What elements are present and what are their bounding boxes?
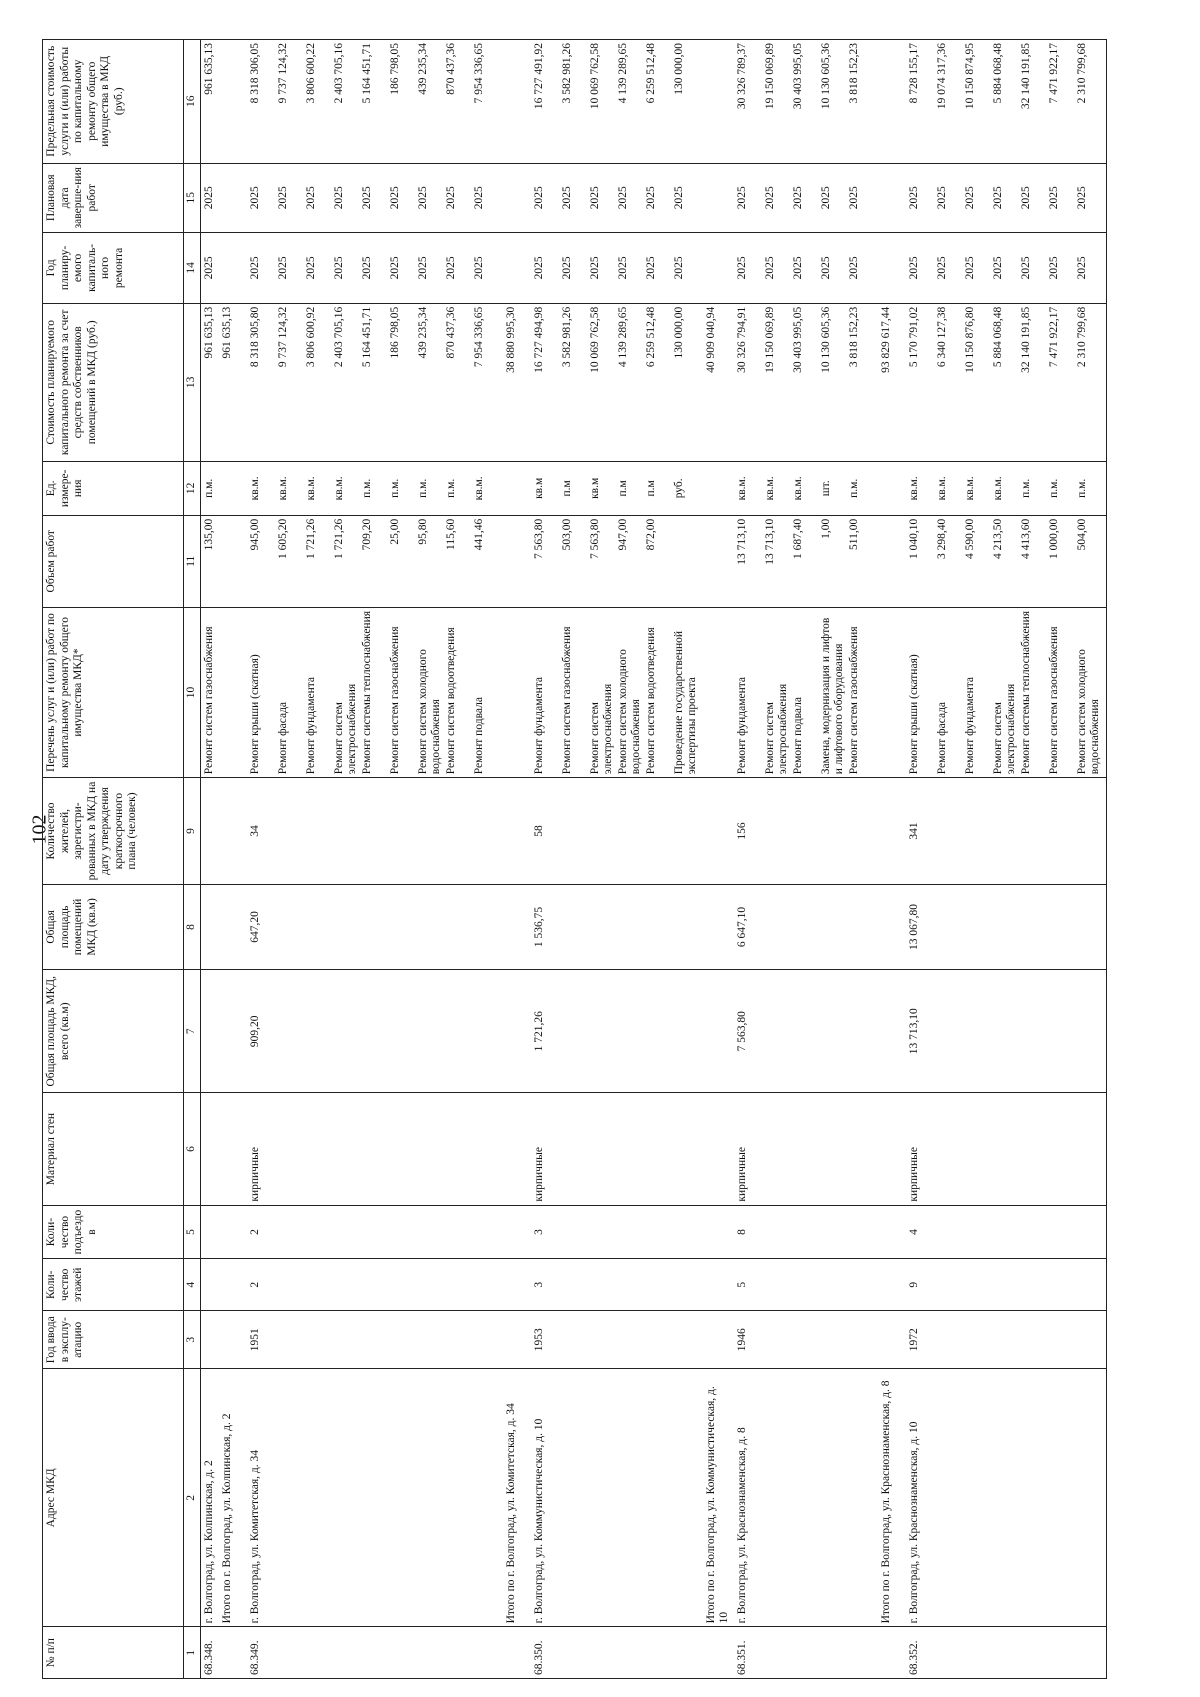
header-cell: Перечень услуг и (или) работ по капитальному ремонту общего имущества МКД* xyxy=(43,607,184,778)
residents: 156 xyxy=(734,778,878,885)
work-end-date: 2025 xyxy=(963,186,976,210)
work-volume: 4 413,60 xyxy=(1019,518,1032,559)
work-year: 2025 xyxy=(1047,256,1060,280)
work-limit-cost: 4 139 289,65 xyxy=(616,43,629,104)
work-end-date: 2025 xyxy=(819,186,832,210)
work-cost: 7 954 336,65 xyxy=(472,306,485,368)
work-cost: 30 326 794,91 xyxy=(735,306,748,373)
area-rooms: 13 067,80 xyxy=(906,884,1107,969)
total-row xyxy=(503,40,531,1679)
work-volume: 504,00 xyxy=(1075,518,1088,551)
column-number: 4 xyxy=(184,1259,201,1311)
work-end-date: 2025 xyxy=(532,186,545,210)
work-volume: 872,00 xyxy=(644,518,657,551)
work-cost: 19 150 069,89 xyxy=(763,306,776,373)
work-year: 2025 xyxy=(202,256,215,280)
work-name: Ремонт систем газоснабжения xyxy=(560,626,573,775)
work-year: 2025 xyxy=(304,256,317,280)
column-number: 12 xyxy=(184,461,201,515)
work-name: Ремонт систем электроснабжения xyxy=(332,683,359,775)
work-limit-cost: 10 150 874,95 xyxy=(963,43,976,110)
work-end-date: 2025 xyxy=(202,186,215,210)
work-limit-cost: 10 069 762,58 xyxy=(588,43,601,110)
header-cell: Материал стен xyxy=(43,1093,184,1205)
row-number: 68.350. xyxy=(531,1627,703,1679)
work-name: Ремонт фундамента xyxy=(304,676,317,775)
work-unit: п.м xyxy=(560,480,573,497)
column-number: 8 xyxy=(184,884,201,969)
work-cost: 3 582 981,26 xyxy=(560,306,573,368)
work-end-date: 2025 xyxy=(1075,186,1088,210)
work-cost: 3 818 152,23 xyxy=(847,306,860,368)
row-address: г. Волгоград, ул. Комитетская, д. 34 xyxy=(247,1369,503,1627)
table-row xyxy=(247,40,503,1679)
work-name: Ремонт систем газоснабжения xyxy=(1047,626,1060,775)
total-cost: 38 880 995,30 xyxy=(503,303,531,461)
work-end-date: 2025 xyxy=(388,186,401,210)
work-volume: 1 000,00 xyxy=(1047,518,1060,559)
work-unit: п.м. xyxy=(360,478,373,498)
header-cell: Общая площадь помещений МКД (кв.м) xyxy=(43,884,184,969)
work-year: 2025 xyxy=(847,256,860,280)
work-cost: 32 140 191,85 xyxy=(1019,306,1032,373)
work-limit-cost: 3 582 981,26 xyxy=(560,43,573,104)
entrances: 4 xyxy=(906,1205,1107,1259)
work-end-date: 2025 xyxy=(644,186,657,210)
work-unit: шт. xyxy=(819,480,832,497)
work-unit: кв.м. xyxy=(763,476,776,501)
work-volume: 1 040,10 xyxy=(907,518,920,559)
area-total: 13 713,10 xyxy=(906,970,1107,1093)
residents: 341 xyxy=(906,778,1107,885)
work-limit-cost: 32 140 191,85 xyxy=(1019,43,1032,110)
work-name: Замена, модернизация и лифтов и лифтового оборудования xyxy=(819,617,846,775)
table-header xyxy=(43,40,201,1679)
column-number: 3 xyxy=(184,1311,201,1369)
work-end-date: 2025 xyxy=(1019,186,1032,210)
work-end-date: 2025 xyxy=(248,186,261,210)
work-volume: 1,00 xyxy=(819,518,832,539)
work-limit-cost: 9 737 124,32 xyxy=(276,43,289,104)
work-unit: п.м. xyxy=(1075,478,1088,498)
work-cost: 30 403 995,05 xyxy=(791,306,804,373)
work-unit: кв.м. xyxy=(791,476,804,501)
table-row xyxy=(906,40,1107,1679)
work-year: 2025 xyxy=(991,256,1004,280)
work-limit-cost: 10 130 605,36 xyxy=(819,43,832,110)
work-limit-cost: 7 954 336,65 xyxy=(472,43,485,104)
floors: 5 xyxy=(734,1259,878,1311)
area-total: 909,20 xyxy=(247,970,503,1093)
work-limit-cost: 3 806 600,22 xyxy=(304,43,317,104)
header-cell: Предельная стоимость услуги и (или) работы по капитальному ремонту общего имущества в МКД (руб.) xyxy=(43,40,184,164)
row-number: 68.352. xyxy=(906,1627,1107,1679)
work-end-date: 2025 xyxy=(991,186,1004,210)
work-cost: 186 798,05 xyxy=(388,306,401,359)
work-cost: 5 164 451,71 xyxy=(360,306,373,368)
work-unit: руб. xyxy=(672,478,685,499)
work-year: 2025 xyxy=(1075,256,1088,280)
column-number: 11 xyxy=(184,515,201,607)
year-built: 1972 xyxy=(906,1311,1107,1369)
work-limit-cost: 186 798,05 xyxy=(388,43,401,95)
work-end-date: 2025 xyxy=(276,186,289,210)
residents: 34 xyxy=(247,778,503,885)
work-cost: 130 000,00 xyxy=(672,306,685,359)
work-cost: 10 069 762,58 xyxy=(588,306,601,373)
work-name: Ремонт систем водоотведения xyxy=(444,627,457,775)
work-unit: п.м. xyxy=(388,478,401,498)
work-volume: 7 563,80 xyxy=(588,518,601,559)
work-volume: 503,00 xyxy=(560,518,573,551)
column-number: 13 xyxy=(184,303,201,461)
work-cost: 961 635,13 xyxy=(202,306,215,359)
area-total: 7 563,80 xyxy=(734,970,878,1093)
work-cost: 10 150 876,80 xyxy=(963,306,976,373)
work-year: 2025 xyxy=(935,256,948,280)
work-year: 2025 xyxy=(416,256,429,280)
column-number: 7 xyxy=(184,970,201,1093)
work-end-date: 2025 xyxy=(672,186,685,210)
work-year: 2025 xyxy=(735,256,748,280)
work-name: Ремонт фундамента xyxy=(735,676,748,775)
work-unit: кв.м. xyxy=(472,476,485,501)
work-unit: кв.м. xyxy=(332,476,345,501)
work-volume: 1 721,26 xyxy=(332,518,345,559)
header-cell: Плановая дата заверше-ния работ xyxy=(43,163,184,233)
work-cost: 16 727 494,98 xyxy=(532,306,545,373)
year-built: 1951 xyxy=(247,1311,503,1369)
work-volume: 115,60 xyxy=(444,518,457,550)
work-cost: 5 884 068,48 xyxy=(991,306,1004,368)
table-row xyxy=(200,40,219,1679)
column-number: 10 xyxy=(184,607,201,778)
work-end-date: 2025 xyxy=(1047,186,1060,210)
work-limit-cost: 5 884 068,48 xyxy=(991,43,1004,104)
work-end-date: 2025 xyxy=(472,186,485,210)
header-cell: Коли-чество этажей xyxy=(43,1259,184,1311)
header-cell: Стоимость планируемого капитального ремонта за счет средств собственников помещений в МКД (руб.) xyxy=(43,303,184,461)
work-year: 2025 xyxy=(472,256,485,280)
column-number-row xyxy=(184,40,201,1679)
total-label: Итого по г. Волгоград, ул. Коммунистическая, д. 10 xyxy=(703,1369,734,1627)
work-volume xyxy=(673,519,701,604)
work-limit-cost: 870 437,36 xyxy=(444,43,457,95)
column-number: 15 xyxy=(184,163,201,233)
work-cost: 8 318 305,80 xyxy=(248,306,261,368)
work-limit-cost: 961 635,13 xyxy=(202,43,215,95)
total-row xyxy=(878,40,906,1679)
work-end-date: 2025 xyxy=(588,186,601,210)
work-volume: 13 713,10 xyxy=(763,518,776,565)
table-row xyxy=(734,40,878,1679)
row-number: 68.349. xyxy=(247,1627,503,1679)
column-number: 5 xyxy=(184,1205,201,1259)
work-cost: 9 737 124,32 xyxy=(276,306,289,368)
work-end-date: 2025 xyxy=(560,186,573,210)
work-cost: 2 310 799,68 xyxy=(1075,306,1088,368)
work-volume: 441,46 xyxy=(472,518,485,551)
work-cost: 3 806 600,92 xyxy=(304,306,317,368)
work-volume: 1 687,40 xyxy=(791,518,804,559)
work-unit: кв.м xyxy=(532,477,545,499)
work-unit: кв.м. xyxy=(935,476,948,501)
floors: 9 xyxy=(906,1259,1107,1311)
work-end-date: 2025 xyxy=(616,186,629,210)
work-volume: 1 605,20 xyxy=(276,518,289,559)
work-year: 2025 xyxy=(360,256,373,280)
work-name: Ремонт крыши (скатная) xyxy=(248,654,261,775)
work-cost: 5 170 791,02 xyxy=(907,306,920,368)
capital-repair-table xyxy=(42,39,1107,1679)
work-name: Ремонт систем холодного водоснабжения xyxy=(1075,649,1102,775)
work-year: 2025 xyxy=(644,256,657,280)
work-volume: 945,00 xyxy=(248,518,261,551)
page-number: 102 xyxy=(28,814,51,845)
work-unit: п.м. xyxy=(416,478,429,498)
total-label: Итого по г. Волгоград, ул. Комитетская, д. 34 xyxy=(503,1369,531,1627)
work-limit-cost: 3 818 152,23 xyxy=(847,43,860,104)
row-address: г. Волгоград, ул. Коммунистическая, д. 10 xyxy=(531,1369,703,1627)
work-name: Ремонт подвала xyxy=(472,697,485,775)
work-limit-cost: 8 728 155,17 xyxy=(907,43,920,104)
work-limit-cost: 19 074 317,36 xyxy=(935,43,948,110)
header-cell: Коли-чество подъездо в xyxy=(43,1205,184,1259)
work-limit-cost: 6 259 512,48 xyxy=(644,43,657,104)
work-cost: 10 130 605,36 xyxy=(819,306,832,373)
work-name: Проведение государственной экспертизы проекта xyxy=(672,630,699,775)
work-end-date: 2025 xyxy=(907,186,920,210)
floors: 3 xyxy=(531,1259,703,1311)
work-unit: кв.м. xyxy=(735,476,748,501)
work-name: Ремонт систем электроснабжения xyxy=(991,683,1018,775)
work-volume: 709,20 xyxy=(360,518,373,551)
work-year: 2025 xyxy=(588,256,601,280)
work-name: Ремонт подвала xyxy=(791,697,804,775)
work-unit: п.м xyxy=(644,480,657,497)
entrances: 2 xyxy=(247,1205,503,1259)
total-cost: 40 909 040,94 xyxy=(703,303,734,461)
work-unit: кв.м. xyxy=(963,476,976,501)
work-year: 2025 xyxy=(532,256,545,280)
total-row xyxy=(703,40,734,1679)
work-limit-cost: 2 403 705,16 xyxy=(332,43,345,104)
work-unit: кв.м. xyxy=(248,476,261,501)
header-cell: Адрес МКД xyxy=(43,1369,184,1627)
area-rooms: 1 536,75 xyxy=(531,884,703,969)
entrances: 3 xyxy=(531,1205,703,1259)
header-cell: Год ввода в эксплу-атацию xyxy=(43,1311,184,1369)
table-row xyxy=(531,40,703,1679)
work-cost: 7 471 922,17 xyxy=(1047,306,1060,368)
work-volume: 135,00 xyxy=(202,518,215,551)
work-name: Ремонт системы теплоснабжения xyxy=(1019,610,1032,775)
work-volume: 25,00 xyxy=(388,518,401,545)
work-name: Ремонт систем газоснабжения xyxy=(388,626,401,775)
work-cost: 6 340 127,38 xyxy=(935,306,948,368)
table-body xyxy=(200,40,1106,1679)
total-row xyxy=(219,40,247,1679)
wall-material: кирпичные xyxy=(247,1093,503,1205)
wall-material: кирпичные xyxy=(734,1093,878,1205)
work-unit: п.м. xyxy=(1019,478,1032,498)
work-year: 2025 xyxy=(616,256,629,280)
work-name: Ремонт систем газоснабжения xyxy=(847,626,860,775)
work-name: Ремонт фундамента xyxy=(963,676,976,775)
total-label: Итого по г. Волгоград, ул. Краснознаменская, д. 8 xyxy=(878,1369,906,1627)
work-end-date: 2025 xyxy=(935,186,948,210)
work-name: Ремонт системы теплоснабжения xyxy=(360,610,373,775)
year-built: 1946 xyxy=(734,1311,878,1369)
work-volume: 7 563,80 xyxy=(532,518,545,559)
work-end-date: 2025 xyxy=(444,186,457,210)
work-unit: кв.м. xyxy=(276,476,289,501)
work-cost: 6 259 512,48 xyxy=(644,306,657,368)
year-built: 1953 xyxy=(531,1311,703,1369)
work-name: Ремонт фасада xyxy=(276,701,289,775)
row-number: 68.348. xyxy=(200,1627,219,1679)
total-label: Итого по г. Волгоград, ул. Колпинская, д. 2 xyxy=(219,1369,247,1627)
work-unit: п.м. xyxy=(202,478,215,498)
work-end-date: 2025 xyxy=(791,186,804,210)
work-name: Ремонт систем газоснабжения xyxy=(202,626,215,775)
work-end-date: 2025 xyxy=(735,186,748,210)
area-total: 1 721,26 xyxy=(531,970,703,1093)
work-limit-cost: 7 471 922,17 xyxy=(1047,43,1060,104)
work-year: 2025 xyxy=(444,256,457,280)
work-year: 2025 xyxy=(672,256,685,280)
work-unit: п.м. xyxy=(444,478,457,498)
column-number: 9 xyxy=(184,778,201,885)
header-cell: Ед. измере-ния xyxy=(43,461,184,515)
work-limit-cost: 19 150 069,89 xyxy=(763,43,776,110)
floors: 2 xyxy=(247,1259,503,1311)
row-address: г. Волгоград, ул. Краснознаменская, д. 10 xyxy=(906,1369,1107,1627)
area-rooms: 6 647,10 xyxy=(734,884,878,969)
work-unit: п.м. xyxy=(847,478,860,498)
total-cost: 93 829 617,44 xyxy=(878,303,906,461)
work-volume: 13 713,10 xyxy=(735,518,748,565)
column-number: 2 xyxy=(184,1369,201,1627)
entrances: 8 xyxy=(734,1205,878,1259)
work-limit-cost: 30 403 995,05 xyxy=(791,43,804,110)
column-number: 6 xyxy=(184,1093,201,1205)
header-cell: Количество жителей, зарегистри-рованных в МКД на дату утверждения краткосрочного плана (человек) xyxy=(43,778,184,885)
work-end-date: 2025 xyxy=(416,186,429,210)
header-cell: Общая площадь МКД, всего (кв.м) xyxy=(43,970,184,1093)
work-name: Ремонт систем электроснабжения xyxy=(588,683,615,775)
work-year: 2025 xyxy=(332,256,345,280)
work-volume: 511,00 xyxy=(847,518,860,550)
work-limit-cost: 5 164 451,71 xyxy=(360,43,373,104)
work-end-date: 2025 xyxy=(304,186,317,210)
work-volume: 1 721,26 xyxy=(304,518,317,559)
work-volume: 947,00 xyxy=(616,518,629,551)
work-unit: кв.м xyxy=(588,477,601,499)
work-year: 2025 xyxy=(248,256,261,280)
column-number: 1 xyxy=(184,1627,201,1679)
work-name: Ремонт фасада xyxy=(935,701,948,775)
wall-material: кирпичные xyxy=(906,1093,1107,1205)
row-address: г. Волгоград, ул. Краснознаменская, д. 8 xyxy=(734,1369,878,1627)
work-year: 2025 xyxy=(791,256,804,280)
work-cost: 2 403 705,16 xyxy=(332,306,345,368)
work-name: Ремонт систем холодного водоснабжения xyxy=(416,649,443,775)
row-address: г. Волгоград, ул. Колпинская, д. 2 xyxy=(200,1369,219,1627)
work-year: 2025 xyxy=(560,256,573,280)
work-year: 2025 xyxy=(276,256,289,280)
work-limit-cost: 16 727 491,92 xyxy=(532,43,545,110)
work-unit: кв.м. xyxy=(991,476,1004,501)
work-year: 2025 xyxy=(388,256,401,280)
work-limit-cost: 30 326 789,37 xyxy=(735,43,748,110)
work-year: 2025 xyxy=(963,256,976,280)
work-year: 2025 xyxy=(763,256,776,280)
header-cell: № п/п xyxy=(43,1627,184,1679)
work-name: Ремонт систем водоотведения xyxy=(644,627,657,775)
work-limit-cost: 8 318 306,05 xyxy=(248,43,261,104)
work-cost: 439 235,34 xyxy=(416,306,429,359)
residents: 58 xyxy=(531,778,703,885)
header-cell: Год планиру-емого капиталь-ного ремонта xyxy=(43,233,184,304)
row-number: 68.351. xyxy=(734,1627,878,1679)
column-number: 14 xyxy=(184,233,201,304)
column-number: 16 xyxy=(184,40,201,164)
work-cost: 870 437,36 xyxy=(444,306,457,359)
work-year: 2025 xyxy=(907,256,920,280)
work-unit: кв.м. xyxy=(304,476,317,501)
work-year: 2025 xyxy=(1019,256,1032,280)
wall-material: кирпичные xyxy=(531,1093,703,1205)
work-unit: п.м. xyxy=(1047,478,1060,498)
work-name: Ремонт систем холодного водоснабжения xyxy=(616,649,643,775)
work-year: 2025 xyxy=(819,256,832,280)
work-end-date: 2025 xyxy=(360,186,373,210)
work-limit-cost: 130 000,00 xyxy=(672,43,685,95)
work-limit-cost: 439 235,34 xyxy=(416,43,429,95)
work-end-date: 2025 xyxy=(763,186,776,210)
work-cost: 4 139 289,65 xyxy=(616,306,629,368)
work-volume: 4 590,00 xyxy=(963,518,976,559)
area-rooms: 647,20 xyxy=(247,884,503,969)
work-unit: п.м xyxy=(616,480,629,497)
work-name: Ремонт крыши (скатная) xyxy=(907,654,920,775)
work-end-date: 2025 xyxy=(332,186,345,210)
work-name: Ремонт фундамента xyxy=(532,676,545,775)
work-limit-cost: 2 310 799,68 xyxy=(1075,43,1088,104)
work-volume: 4 213,50 xyxy=(991,518,1004,559)
work-end-date: 2025 xyxy=(847,186,860,210)
work-volume: 95,80 xyxy=(416,518,429,545)
work-name: Ремонт систем электроснабжения xyxy=(763,683,790,775)
header-cell: Объем работ xyxy=(43,515,184,607)
total-cost: 961 635,13 xyxy=(219,303,247,461)
work-unit: кв.м. xyxy=(907,476,920,501)
work-volume: 3 298,40 xyxy=(935,518,948,559)
